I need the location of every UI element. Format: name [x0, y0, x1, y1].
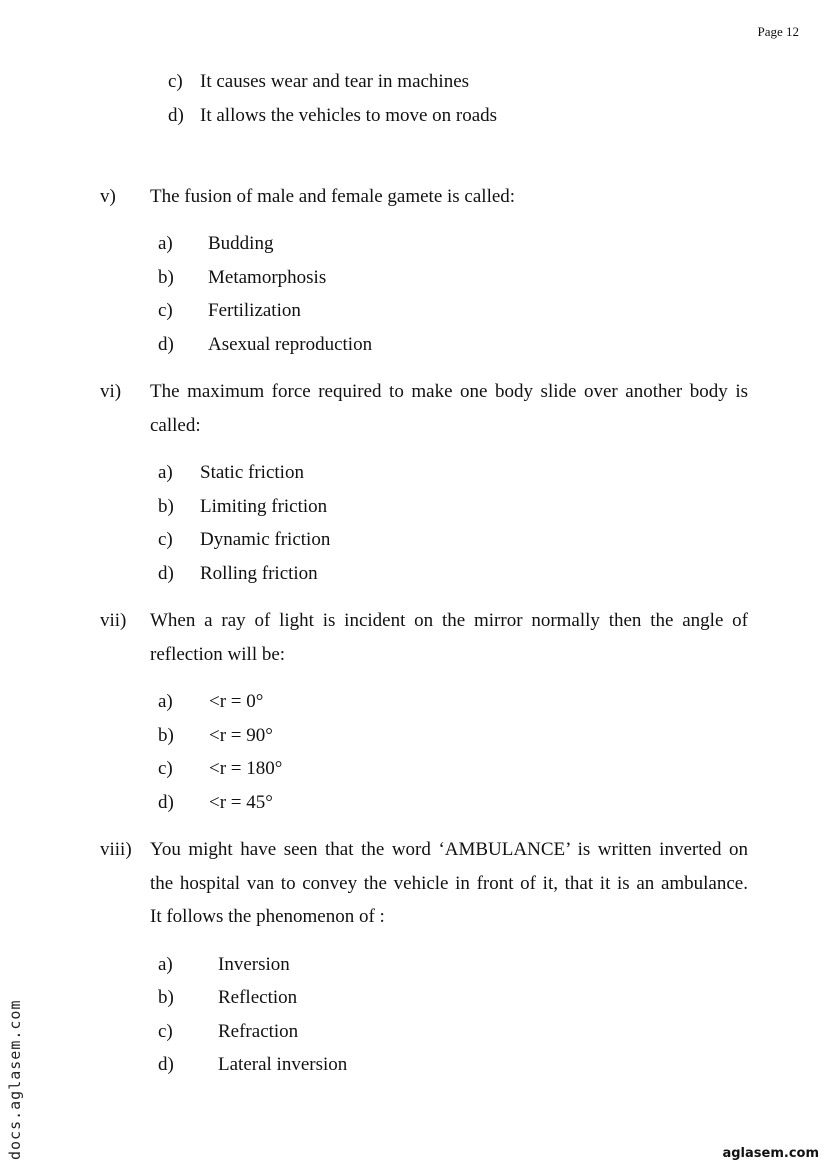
option-letter: d): [158, 1054, 174, 1075]
option-letter: c): [168, 71, 183, 92]
option-letter: d): [158, 334, 174, 355]
option-text: It causes wear and tear in machines: [200, 71, 470, 92]
question-number: viii): [100, 839, 132, 860]
option-text: Rolling friction: [200, 563, 318, 584]
side-watermark: docs.aglasem.com: [6, 999, 24, 1160]
option-letter: a): [158, 954, 173, 975]
option-text: Budding: [208, 233, 274, 254]
option-letter: b): [158, 987, 174, 1008]
question-text: the hospital van to convey the vehicle in front of it, that it is an ambulance.: [150, 873, 748, 894]
question-number: vii): [100, 610, 127, 631]
question-text: The fusion of male and female gamete is called:: [150, 186, 516, 207]
question-text: When a ray of light is incident on the mirror normally then the angle of: [150, 610, 748, 631]
option-letter: c): [158, 1021, 173, 1042]
option-text: Static friction: [200, 462, 304, 483]
option-text: <r = 180°: [209, 758, 283, 779]
option-letter: b): [158, 267, 174, 288]
option-text: <r = 90°: [209, 725, 273, 746]
option-text: It allows the vehicles to move on roads: [200, 105, 498, 126]
option-text: Limiting friction: [200, 496, 328, 517]
page-number: Page 12: [757, 24, 799, 39]
question-text: called:: [150, 415, 201, 436]
option-letter: b): [158, 725, 174, 746]
option-text: Lateral inversion: [218, 1054, 348, 1075]
option-letter: a): [158, 462, 173, 483]
option-text: Dynamic friction: [200, 529, 331, 550]
option-text: <r = 0°: [209, 691, 264, 712]
option-letter: d): [168, 105, 184, 126]
option-letter: d): [158, 563, 174, 584]
option-letter: c): [158, 529, 173, 550]
question-text: You might have seen that the word ‘AMBULANCE’ is written inverted on: [150, 839, 748, 860]
option-text: <r = 45°: [209, 792, 273, 813]
option-text: Asexual reproduction: [208, 334, 373, 355]
option-text: Inversion: [218, 954, 290, 975]
option-letter: d): [158, 792, 174, 813]
question-text: It follows the phenomenon of :: [150, 906, 385, 927]
question-text: reflection will be:: [150, 644, 286, 665]
question-text: The maximum force required to make one body slide over another body is: [150, 381, 748, 402]
option-text: Refraction: [218, 1021, 299, 1042]
option-letter: a): [158, 691, 173, 712]
option-text: Metamorphosis: [208, 267, 327, 288]
option-letter: c): [158, 300, 173, 321]
option-text: Fertilization: [208, 300, 301, 321]
option-text: Reflection: [218, 987, 298, 1008]
corner-watermark: aglasem.com: [722, 1146, 819, 1161]
option-letter: b): [158, 496, 174, 517]
option-letter: c): [158, 758, 173, 779]
question-number: v): [100, 186, 116, 207]
option-letter: a): [158, 233, 173, 254]
question-number: vi): [100, 381, 122, 402]
